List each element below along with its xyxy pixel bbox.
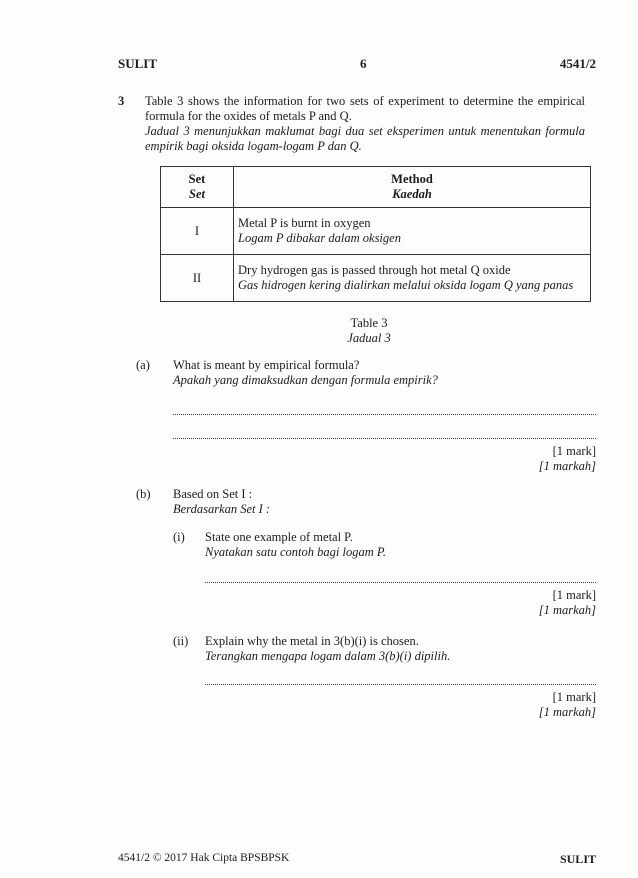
table-caption (160, 316, 578, 346)
row-set-cell: II (161, 255, 234, 302)
part-a-question-en: What is meant by empirical formula? (173, 358, 360, 372)
part-a-answer-line-2[interactable] (173, 438, 596, 439)
part-a-mark-en: [1 mark] (552, 444, 596, 458)
header-sulit: SULIT (118, 56, 158, 71)
part-b-i-mark-en: [1 mark] (552, 588, 596, 602)
method-ms: Logam P dibakar dalam oksigen (238, 231, 401, 245)
footer-copyright (118, 852, 289, 864)
method-ms: Gas hidrogen kering dialirkan melalui oksida logam Q yang panas (238, 278, 574, 292)
part-b-ii-question-ms: Terangkan mengapa logam dalam 3(b)(i) dipilih. (205, 649, 451, 663)
header-set-cell (161, 167, 234, 208)
part-a-label: (a) (136, 358, 150, 372)
part-b-label: (b) (136, 487, 151, 501)
part-b-stem-ms: Berdasarkan Set I : (173, 502, 271, 516)
method-en: Metal P is burnt in oxygen (238, 216, 371, 230)
header-method-ms: Kaedah (392, 187, 432, 201)
header-method-cell (234, 167, 591, 208)
method-en: Dry hydrogen gas is passed through hot metal Q oxide (238, 263, 511, 277)
header-method-en: Method (391, 172, 433, 186)
part-b-ii-question (205, 634, 450, 664)
part-b-ii-mark-en: [1 mark] (552, 690, 596, 704)
row-method-cell (234, 208, 591, 255)
part-a-mark-ms: [1 markah] (538, 459, 596, 473)
part-b-ii-mark (539, 690, 596, 720)
header-set-en: Set (188, 172, 206, 186)
header-set-ms: Set (189, 187, 205, 201)
table-row (161, 255, 591, 302)
table-row (161, 208, 591, 255)
intro-english: Table 3 shows the information for two sets of experiment to determine the empirical formula for the oxides of metals P and Q. (145, 94, 585, 123)
part-b-i-question (205, 530, 386, 560)
part-a-question-ms: Apakah yang dimaksudkan dengan formula empirik? (173, 373, 438, 387)
part-b-stem (173, 487, 270, 517)
part-a-mark (539, 444, 596, 474)
footer-sulit: SULIT (559, 852, 596, 866)
question-number: 3 (118, 94, 125, 108)
part-b-ii-label: (ii) (173, 634, 189, 648)
part-b-ii-mark-ms: [1 markah] (538, 705, 596, 719)
row-method-cell (234, 255, 591, 302)
row-set-cell: I (161, 208, 234, 255)
part-a-answer-line-1[interactable] (173, 414, 596, 415)
part-b-ii-question-en: Explain why the metal in 3(b)(i) is chosen. (205, 634, 419, 648)
part-b-i-answer-line[interactable] (205, 582, 596, 583)
part-b-i-mark (539, 588, 596, 618)
caption-ms: Jadual 3 (347, 331, 391, 345)
part-a-question (173, 358, 438, 388)
part-b-i-question-en: State one example of metal P. (205, 530, 353, 544)
caption-en: Table 3 (350, 316, 388, 330)
question-intro (145, 94, 585, 154)
part-b-i-question-ms: Nyatakan satu contoh bagi logam P. (205, 545, 387, 559)
part-b-i-label: (i) (173, 530, 185, 544)
part-b-ii-answer-line[interactable] (205, 684, 596, 685)
page-number: 6 (360, 56, 367, 71)
paper-code: 4541/2 (559, 56, 596, 71)
part-b-i-mark-ms: [1 markah] (538, 603, 596, 617)
method-table (160, 166, 591, 302)
footer-copyright-text: 4541/2 © 2017 Hak Cipta BPSBPSK (118, 852, 290, 864)
table-header-row (161, 167, 591, 208)
intro-malay: Jadual 3 menunjukkan maklumat bagi dua set eksperimen untuk menentukan formula empirik bagi oksida logam-logam P dan Q. (145, 124, 585, 153)
part-b-stem-en: Based on Set I : (173, 487, 253, 501)
